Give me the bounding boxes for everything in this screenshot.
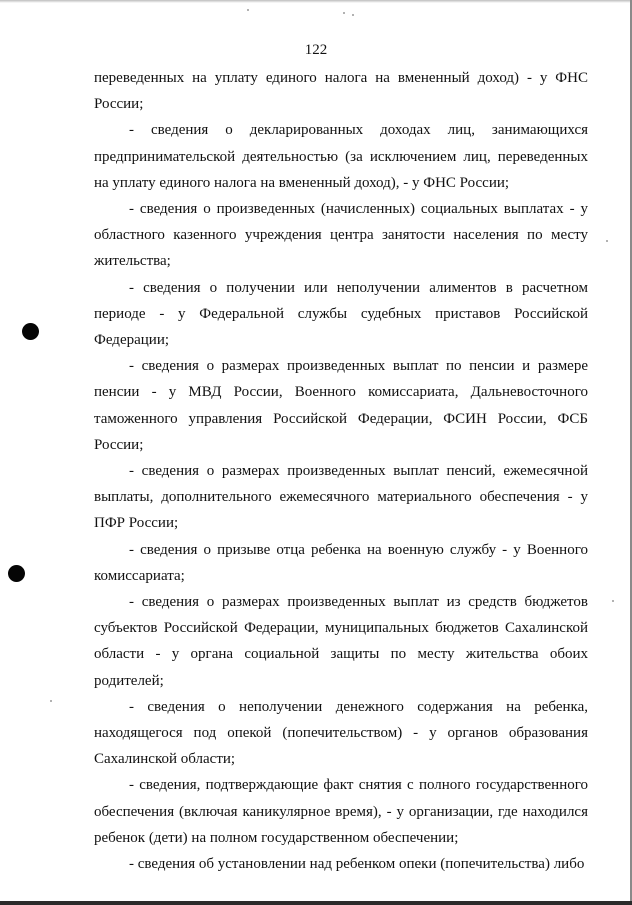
scan-speck bbox=[247, 9, 249, 11]
punch-hole-mark bbox=[8, 565, 25, 582]
body-text bbox=[94, 65, 588, 877]
scan-speck bbox=[343, 12, 345, 14]
paragraph: - сведения о размерах произведенных выплат пенсий, ежемесячной выплаты, дополнительного ежемесячного материального обеспечения - у ПФР России; bbox=[94, 463, 588, 532]
scan-speck bbox=[352, 14, 354, 16]
page-bottom-edge bbox=[0, 901, 632, 905]
paragraph: переведенных на уплату единого налога на вмененный доход) - у ФНС России; bbox=[94, 70, 588, 113]
paragraph: - сведения о призыве отца ребенка на военную службу - у Военного комиссариата; bbox=[94, 541, 588, 584]
page-top-edge bbox=[0, 0, 632, 3]
paragraph: - сведения об установлении над ребенком опеки (попечительства) либо bbox=[129, 856, 585, 873]
paragraph: - сведения о получении или неполучении алиментов в расчетном периоде - у Федеральной службы судебных приставов Российской Федерации; bbox=[94, 279, 588, 349]
paragraph: - сведения о размерах произведенных выплат по пенсии и размере пенсии - у МВД России, Военного комиссариата, Дальневосточного таможенного управления Российской Федерации, ФСИН России, ФСБ России; bbox=[94, 358, 588, 453]
paragraph: - сведения о произведенных (начисленных) социальных выплатах - у областного казенного учреждения центра занятости населения по месту жительства; bbox=[94, 201, 588, 270]
scan-speck bbox=[50, 700, 52, 702]
scan-speck bbox=[606, 240, 608, 242]
scan-speck bbox=[612, 600, 614, 602]
page-number: 122 bbox=[304, 42, 328, 58]
paragraph: - сведения о неполучении денежного содержания на ребенка, находящегося под опекой (попечительством) - у органов образования Сахалинской области; bbox=[94, 698, 588, 768]
punch-hole-mark bbox=[22, 323, 39, 340]
paragraph: - сведения о декларированных доходах лиц, занимающихся предпринимательской деятельностью (за исключением лиц, переведенных на уплату единого налога на вмененный доход), - у ФНС России; bbox=[94, 122, 588, 191]
paragraph: - сведения о размерах произведенных выплат из средств бюджетов субъектов Российской Федерации, муниципальных бюджетов Сахалинской области - у органа социальной защиты по месту жительства обоих родителей; bbox=[94, 594, 588, 689]
paragraph: - сведения, подтверждающие факт снятия с полного государственного обеспечения (включая каникулярное время), - у организации, где находился ребенок (дети) на полном государственном обеспечении; bbox=[94, 777, 588, 846]
